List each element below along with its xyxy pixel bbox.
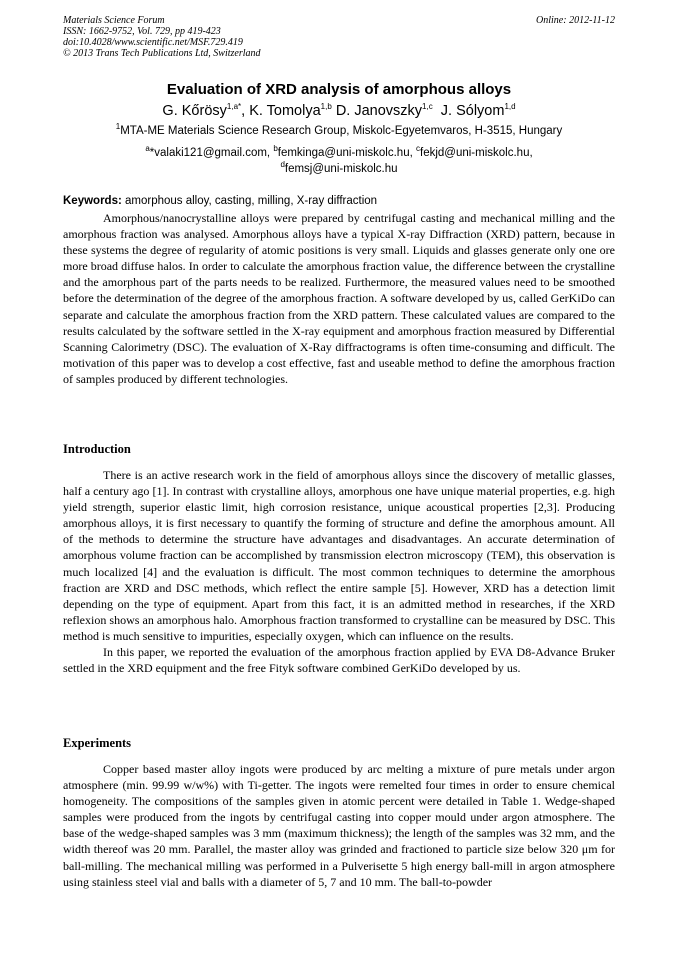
- email-marker: a: [145, 144, 150, 154]
- email-block: [0, 145, 678, 177]
- email-text: femsj@uni-miskolc.hu: [284, 163, 398, 175]
- experiments-heading: Experiments: [63, 736, 132, 750]
- copyright-line: © 2013 Trans Tech Publications Ltd, Switzerland: [63, 48, 261, 59]
- affiliation-marker: 1: [115, 122, 121, 132]
- affiliation: [0, 124, 678, 138]
- introduction-body: [63, 467, 615, 676]
- author-name: D. Janovszky: [335, 103, 423, 119]
- introduction-paragraph: In this paper, we reported the evaluation of the amorphous fraction applied by EVA D8-Advance Bruker settled in the XRD equipment and the free Fityk software combined GerKiDo developed by us.: [63, 645, 615, 676]
- abstract-paragraph: Amorphous/nanocrystalline alloys were prepared by centrifugal casting and mechanical milling and the amorphous fraction was analysed. Amorphous alloys have a typical X-ray Diffraction (XRD) pattern, because in these systems the degree of regularity of atomic positions is very small. Liquids and glasses generate only one ore more broad diffuse halos. In order to calculate the amorphous fraction value, the difference between the crystalline and the amorphous part of the parts needs to be realized. Furthermore, the measured values need to be smoothed before the determination of the degree of the amorphous fraction. A software developed by us, called GerKiDo can separate and calculate the amorphous fraction from the XRD pattern. These calculated values are compared to the results calculated by the software settled in the X-ray equipment and amorphous fraction measured by Differential Scanning Calorimetry (DSC). The evaluation of X-Ray diffractograms is often time-consuming and difficult. The motivation of this paper was to develop a cost effective, fast and useable method to define the amorphous fraction of samples produced by different technologies.: [63, 211, 615, 386]
- author-affil-marker: 1,b: [320, 102, 332, 112]
- email-text: fekjd@uni-miskolc.hu,: [420, 147, 533, 159]
- author-affil-marker: 1,d: [504, 102, 516, 112]
- introduction-paragraph: There is an active research work in the field of amorphous alloys since the discovery of metallic glasses, half a century ago [1]. In contrast with crystalline alloys, amorphous one have unique material properties, e.g. high yield strength, superior elastic limit, high corrosion resistance, unique acoustical properties [2,3]. Producing amorphous alloys, it is first necessary to quantify the forming of structure and define the amorphous amount. All of the methods to determine the structure have advantages and disadvantages. An accurate determination of amorphous volume fraction can be accomplished by transmission electron microscopy (TEM), this observation is much localized [4] and the evaluation is difficult. The most common techniques to determine the amorphous fraction are XRD and DSC methods, which reflect the entire sample [5]. However, XRD has a detection limit depending on the type of equipment. Apart from this fact, it is an admitted method in researches, if the XRD reflexion shows an amorphous halo. Amorphous fraction transformed to crystalline can be measured by DSC. This method is much sensitive to impurities, especially oxygen, which can influence on the results.: [63, 468, 615, 643]
- author-affil-marker: 1,c: [422, 102, 433, 112]
- author-list: [0, 102, 678, 120]
- affiliation-text: MTA-ME Materials Science Research Group, Miskolc-Egyetemvaros, H-3515, Hungary: [120, 125, 563, 137]
- author-name: G. Kőrösy: [162, 103, 227, 119]
- experiments-paragraph: Copper based master alloy ingots were produced by arc melting a mixture of pure metals under argon atmosphere (min. 99.99 w/w%) with Ti-getter. The ingots were remelted four times in order to ensure chemical homogeneity. The compositions of the samples given in atomic percent were detailed in Table 1. Wedge-shaped samples were produced from the ingots by centrifugal casting into copper mould under argon atmosphere. The base of the wedge-shaped samples was 3 mm (maximum thickness); the length of the samples was 32 mm, and the width thereof was 20 mm. Parallel, the master alloy was grinded and fractioned to particle size below 320 μm for ball-milling. The mechanical milling was performed in a Pulverisette 5 high energy ball-mill in argon atmosphere using stainless steel vial and balls with a diameter of 5, 7 and 10 mm. The ball-to-powder: [63, 762, 615, 889]
- author-name: K. Tomolya: [249, 103, 321, 119]
- author-separator: [433, 103, 441, 119]
- introduction-heading: Introduction: [63, 442, 131, 456]
- doi-line: doi:10.4028/www.scientific.net/MSF.729.419: [63, 37, 243, 48]
- abstract: [63, 210, 615, 387]
- author-affil-marker: 1,a*: [226, 102, 242, 112]
- journal-name: Materials Science Forum: [63, 15, 165, 26]
- author-separator: ,: [241, 103, 250, 119]
- author-name: J. Sólyom: [440, 103, 505, 119]
- keywords-label: Keywords:: [63, 195, 122, 207]
- email-text: femkinga@uni-miskolc.hu,: [277, 147, 416, 159]
- online-date: Online: 2012-11-12: [536, 15, 615, 26]
- issn-line: ISSN: 1662-9752, Vol. 729, pp 419-423: [63, 26, 221, 37]
- email-text: *valaki121@gmail.com,: [149, 147, 274, 159]
- email-marker: d: [280, 160, 285, 170]
- email-marker: c: [416, 144, 420, 154]
- keywords: [63, 194, 377, 208]
- experiments-body: [63, 761, 615, 890]
- keywords-text: amorphous alloy, casting, milling, X-ray diffraction: [121, 195, 378, 207]
- paper-title: Evaluation of XRD analysis of amorphous alloys: [166, 81, 512, 98]
- email-marker: b: [273, 144, 278, 154]
